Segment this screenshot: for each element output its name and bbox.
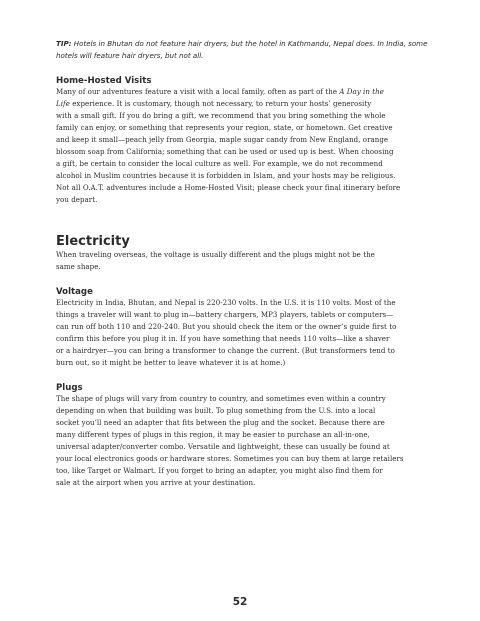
paragraph-text: Many of our adventures feature a visit with a local family, often as part of the	[56, 87, 340, 96]
paragraph-line: Not all O.A.T. adventures include a Home-Hosted Visit; please check your final itinerary before	[56, 183, 401, 192]
paragraph-line: can run off both 110 and 220-240. But you should check the item or the owner’s guide first to	[56, 322, 397, 331]
program-name: Life	[56, 99, 70, 108]
page-content	[56, 38, 436, 489]
paragraph-line: universal adapter/converter combo. Versatile and lightweight, these can usually be found at	[56, 442, 390, 451]
page-number: 52	[232, 596, 248, 608]
paragraph-line: with a small gift. If you do bring a gift, we recommend that you bring something the whole	[56, 111, 386, 120]
paragraph-line: too, like Target or Walmart. If you forget to bring an adapter, you might also find them for	[56, 466, 383, 475]
paragraph-line: things a traveler will want to plug in—battery chargers, MP3 players, tablets or computers—	[56, 310, 394, 319]
paragraph-line: you depart.	[56, 195, 98, 204]
paragraph-line: and keep it small—peach jelly from Georgia, maple sugar candy from New England, orange	[56, 135, 389, 144]
tip-label: TIP:	[56, 39, 72, 48]
home-hosted-heading: Home-Hosted Visits	[56, 76, 152, 86]
paragraph-line: The shape of plugs will vary from country to country, and sometimes even within a country	[56, 394, 386, 403]
voltage-heading: Voltage	[56, 287, 93, 297]
home-hosted-paragraph	[56, 86, 436, 206]
paragraph-line: family can enjoy, or something that represents your region, state, or hometown. Get creative	[56, 123, 393, 132]
plugs-heading: Plugs	[56, 383, 83, 393]
tip-text: Hotels in Bhutan do not feature hair dryers, but the hotel in Kathmandu, Nepal does. In India, some	[71, 39, 428, 48]
paragraph-line: socket you’ll need an adapter that fits between the plug and the socket. Because there are	[56, 418, 385, 427]
tip-line	[56, 38, 436, 50]
plugs-paragraph	[56, 393, 436, 489]
electricity-paragraph	[56, 249, 436, 273]
tip-paragraph	[56, 38, 436, 62]
paragraph-line: confirm this before you plug it in. If you have something that needs 110 volts—like a shaver	[56, 334, 390, 343]
paragraph-line: your local electronics goods or hardware stores. Sometimes you can buy them at large retailers	[56, 454, 404, 463]
program-name: A Day in the	[339, 87, 384, 96]
paragraph-line: a gift, be certain to consider the local culture as well. For example, we do not recommend	[56, 159, 383, 168]
paragraph-line: blossom soap from California; something that can be used or used up is best. When choosing	[56, 147, 394, 156]
paragraph-line: depending on when that building was built. To plug something from the U.S. into a local	[56, 406, 376, 415]
paragraph-text: experience. It is customary, though not necessary, to return your hosts’ generosity	[69, 99, 372, 108]
paragraph-line	[56, 98, 436, 110]
paragraph-line	[56, 86, 436, 98]
paragraph-line: burn out, so it might be better to leave whatever it is at home.)	[56, 358, 286, 367]
paragraph-line: sale at the airport when you arrive at your destination.	[56, 478, 256, 487]
paragraph-line: alcohol in Muslim countries because it is forbidden in Islam, and your hosts may be religious.	[56, 171, 396, 180]
electricity-heading: Electricity	[56, 234, 130, 249]
paragraph-line: many different types of plugs in this region, it may be easier to purchase an all-in-one,	[56, 430, 370, 439]
paragraph-line: same shape.	[56, 262, 101, 271]
paragraph-line: or a hairdryer—you can bring a transformer to change the current. (But transformers tend to	[56, 346, 395, 355]
paragraph-line: Electricity in India, Bhutan, and Nepal is 220-230 volts. In the U.S. it is 110 volts. Most of the	[56, 298, 396, 307]
paragraph-line: When traveling overseas, the voltage is usually different and the plugs might not be the	[56, 250, 375, 259]
tip-line: hotels will feature hair dryers, but not all.	[56, 51, 204, 60]
voltage-paragraph	[56, 297, 436, 369]
